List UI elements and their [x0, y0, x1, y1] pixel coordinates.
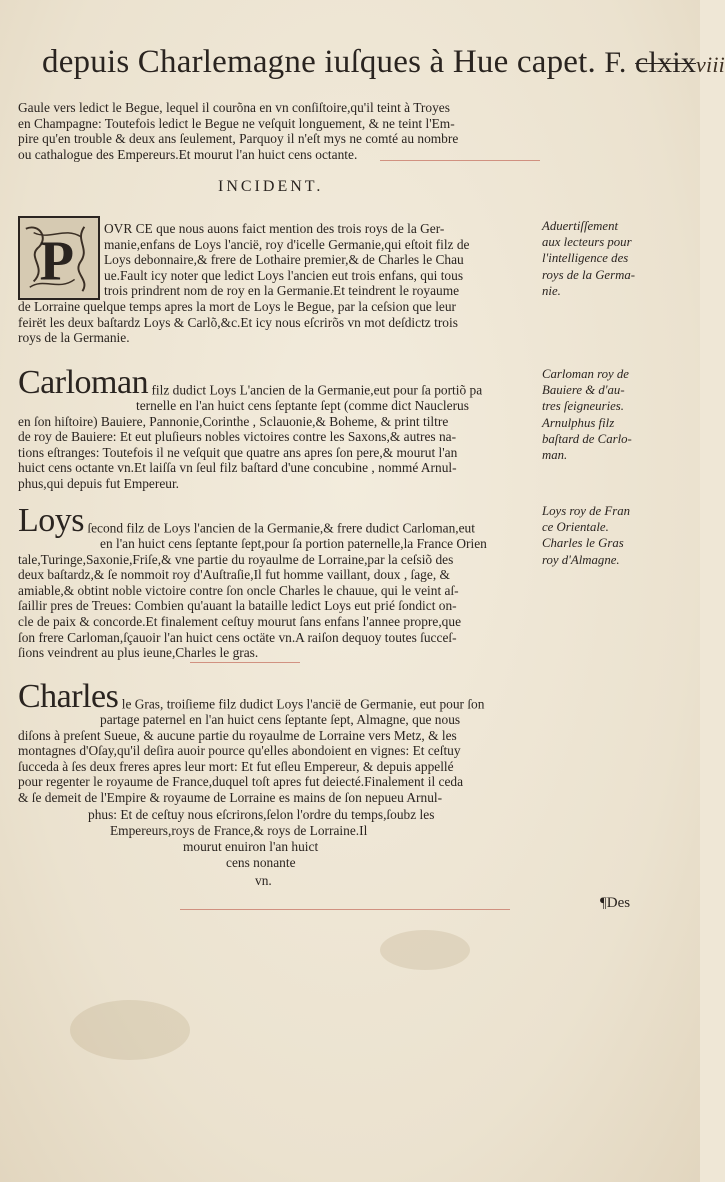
carloman-paragraph [18, 364, 538, 492]
text-line: pire qu'en trouble & deux ans ſeulement, Parquoy il n'eſt mys ne comté au nombre [18, 131, 459, 147]
text-line: en l'an huict cens ſeptante ſept,pour ſa portion paternelle,la France Orien [100, 536, 487, 551]
text-line: amiable,& obtint noble victoire contre ſon oncle Charles le chauue, qui le veint aſ- [18, 582, 459, 598]
margin-note-carloman [542, 366, 690, 463]
decorated-initial-p [18, 216, 100, 300]
ornament-icon [20, 218, 98, 298]
text-line [18, 502, 538, 539]
text-line: en Champagne: Toutefois ledict le Begue ne veſquit longuement, & ne teint l'Em- [18, 115, 455, 131]
loys-paragraph [18, 502, 538, 661]
note-line: Loys roy de Fran [542, 504, 631, 518]
text-line: ſon frere Carloman,ſçauoir l'an huict cens octäte vn.A raiſon dequoy toutes ſucceſ- [18, 629, 457, 645]
text-line: pour regenter le royaume de France,duquel toſt apres fut deiecté.Finalement il ceda [18, 774, 464, 790]
note-line: Carloman roy de [542, 367, 629, 381]
red-underline [380, 160, 540, 161]
red-underline [190, 662, 300, 663]
folio-number: clxix [635, 46, 697, 79]
text-line [18, 678, 538, 715]
catchword: ¶Des [600, 895, 631, 911]
note-line: ce Orientale. [542, 520, 609, 535]
paper-stain [380, 930, 470, 970]
note-line: roys de la Germa- [542, 267, 635, 282]
note-line: roy d'Almagne. [542, 552, 620, 567]
note-line: aux lecteurs pour [542, 235, 632, 250]
intro-paragraph [18, 100, 558, 162]
text-line: en ſon hiſtoire) Bauiere, Pannonie,Corinthe , Sclauonie,& Boheme, & print tiltre [18, 413, 449, 429]
note-line: Charles le Gras [542, 536, 624, 551]
text-line: trois prindrent nom de roy en la Germanie.Et teindrent le royaume [104, 283, 460, 299]
charles-tail-5: vn. [255, 873, 272, 888]
text-line: Loys debonnaire,& frere de Lothaire premier,& de Charles le Chau [104, 252, 464, 268]
text-line: ſucceda à ſes deux freres apres leur mort: Et fut eſleu Empereur, & depuis appellé [18, 758, 454, 774]
charles-tail-3: mourut enuiron l'an huict [183, 839, 319, 854]
text-line: montagnes d'Oſay,qu'il deſira auoir pource qu'elles abondoient en vignes: Et ceſtuy [18, 743, 461, 759]
section-name-carloman: Carloman [18, 364, 149, 401]
note-line: Arnulphus filz [542, 415, 615, 430]
note-line: man. [542, 448, 568, 463]
pource-paragraph-top [104, 221, 540, 299]
text-line: ue.Fault icy noter que ledict Loys l'ancien eut trois enfans, qui tous [104, 267, 464, 283]
text-line [18, 364, 538, 401]
charles-tail-2: Empereurs,roys de France,& roys de Lorraine.Il [110, 823, 368, 838]
note-line: tres ſeigneuries. [542, 399, 624, 414]
text-line: Gaule vers ledict le Begue, lequel il courõna en vn conſiſtoire,qu'il teint à Troyes [18, 100, 450, 115]
paper-stain [70, 1000, 190, 1060]
charles-tail-4: cens nonante [226, 855, 296, 870]
note-line: nie. [542, 283, 561, 298]
folio-handwritten: viii [696, 52, 725, 77]
header-title: depuis Charlemagne iuſques à Hue capet. [42, 44, 596, 80]
text-line: ou cathalogue des Empereurs.Et mourut l'an huict cens octante. [18, 146, 358, 162]
note-line: Bauiere & d'au- [542, 383, 625, 398]
text-line: tale,Turinge,Saxonie,Friſe,& vne partie du royaulme de Lorraine,par la ceſsiõ des [18, 551, 454, 567]
text-line: cle de paix & concorde.Et finalement ceſtuy mourut ſans enfans l'annee propre,que [18, 613, 462, 629]
text-line: & ſe demeit de l'Empire & royaume de Lorraine es mains de ſon nepueu Arnul- [18, 789, 443, 805]
text-fragment: ſecond filz de Loys l'ancien de la Germanie,& frere dudict Carloman,eut [87, 520, 475, 536]
note-line: l'intelligence des [542, 251, 629, 266]
section-name-loys: Loys [18, 502, 84, 539]
text-line: tions eſtranges: Toutefois il ne veſquit que quatre ans apres ſon pere,& mourut l'an [18, 444, 458, 460]
text-line: huict cens octante vn.Et laiſſa vn ſeul filz baſtard d'une concubine , nommé Arnul- [18, 460, 457, 476]
running-header [42, 44, 725, 81]
margin-note-loys [542, 503, 690, 568]
charles-paragraph [18, 678, 538, 806]
text-line: ternelle en l'an huict cens ſeptante ſept (comme dict Nauclerus [136, 398, 469, 413]
text-line: de Lorraine quelque temps apres la mort de Loys le Begue, par la ceſsion que leur [18, 299, 457, 314]
text-line: partage paternel en l'an huict cens ſeptante ſept, Almagne, que nous [100, 712, 461, 727]
text-line: ſaillir pres de Treues: Combien qu'auant la bataille ledict Loys eut prié ſondict on- [18, 598, 457, 614]
svg-text:P: P [39, 230, 75, 293]
text-line: deux baſtardz,& ſe nommoit roy d'Auſtraſie,Il fut homme vaillant, doux , ſage, & [18, 567, 450, 583]
section-heading: INCIDENT. [218, 178, 324, 195]
text-line: manie,enfans de Loys l'ancië, roy d'icelle Germanie,qui eſtoit filz de [104, 236, 470, 252]
pource-paragraph-bottom [18, 299, 538, 346]
text-line: feirët les deux baſtardz Loys & Carlõ,&c.Et icy nous eſcrirõs vn mot deſdictz trois [18, 314, 458, 330]
text-line: roys de la Germanie. [18, 330, 130, 346]
section-name-charles: Charles [18, 678, 119, 715]
text-line: phus,qui depuis fut Empereur. [18, 475, 180, 491]
text-line: de roy de Bauiere: Et eut pluſieurs nobles victoires contre les Saxons,& autres na- [18, 429, 457, 445]
text-fragment: le Gras, troiſieme filz dudict Loys l'ancië de Germanie, eut pour ſon [121, 696, 485, 712]
charles-tail-1: phus: Et de ceſtuy nous eſcrirons,ſelon l'ordre du temps,ſoubz les [88, 807, 435, 822]
red-rule [180, 909, 510, 910]
note-line: Aduertiſſement [542, 219, 619, 233]
text-line: OVR CE que nous auons faict mention des trois roys de la Ger- [104, 221, 445, 236]
text-line: ſions veindrent au plus ieune,Charles le gras. [18, 645, 259, 661]
margin-note-aduertissement [542, 218, 690, 299]
note-line: baſtard de Carlo- [542, 431, 632, 446]
folio-prefix: F. [604, 46, 627, 79]
text-fragment: filz dudict Loys L'ancien de la Germanie,eut pour ſa portiõ pa [151, 382, 483, 398]
text-line: diſons à preſent Sueue, & aucune partie du royaulme de Lorraine vers Metz, & les [18, 727, 457, 743]
